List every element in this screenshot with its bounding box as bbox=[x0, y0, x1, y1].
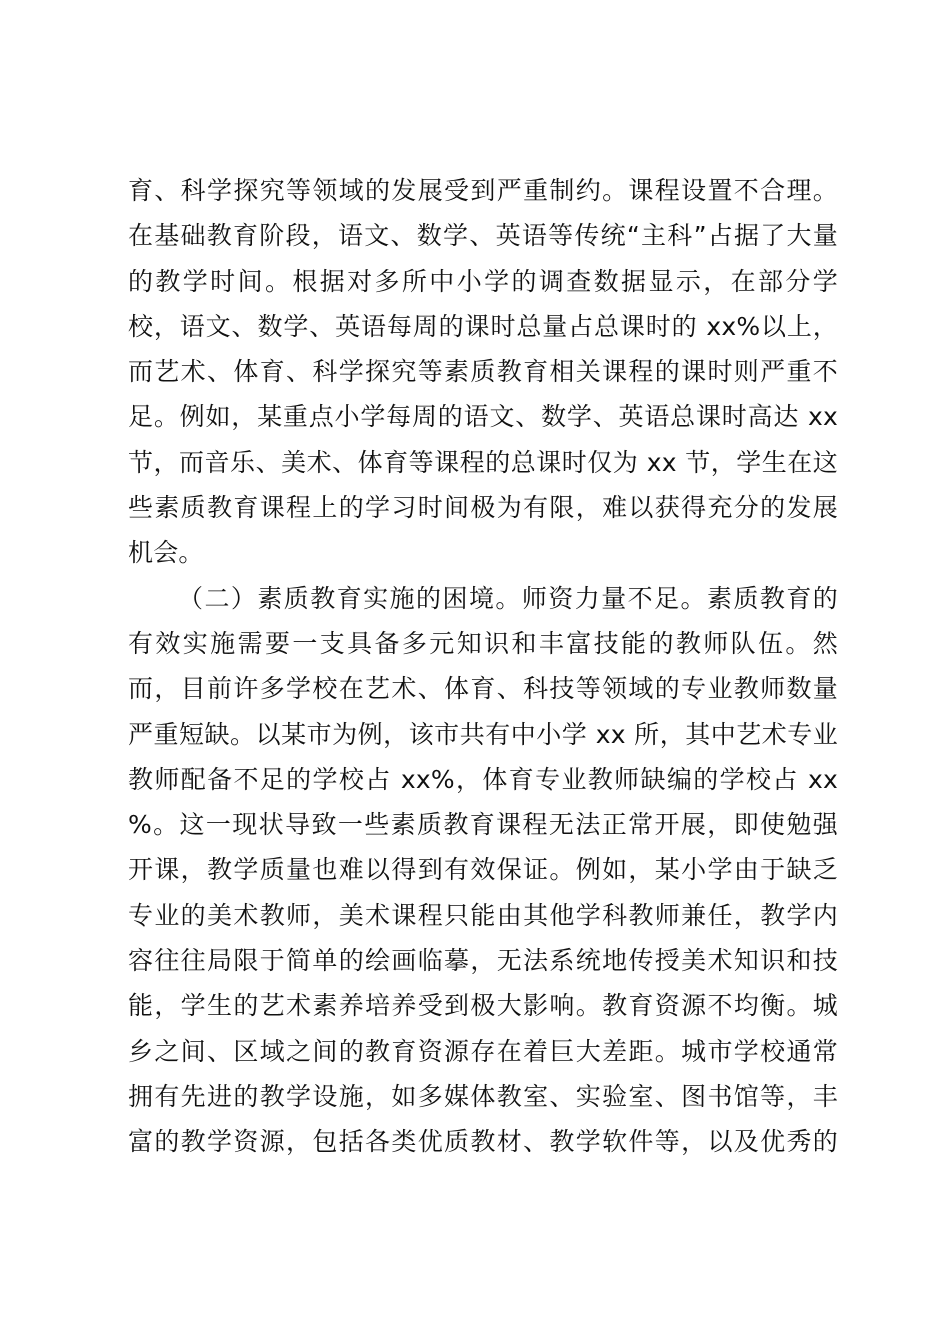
text-line: 些素质教育课程上的学习时间极为有限，难以获得充分的发展 bbox=[128, 493, 838, 523]
text-line: 有效实施需要一支具备多元知识和丰富技能的教师队伍。然 bbox=[128, 628, 838, 658]
text-line: 的教学时间。根据对多所中小学的调查数据显示，在部分学 bbox=[128, 266, 838, 296]
paragraph-1 bbox=[128, 168, 838, 576]
text-line: 教师配备不足的学校占 xx%，体育专业教师缺编的学校占 xx bbox=[128, 764, 838, 794]
text-line: 乡之间、区域之间的教育资源存在着巨大差距。城市学校通常 bbox=[128, 1036, 838, 1066]
text-line: 在基础教育阶段，语文、数学、英语等传统“主科”占据了大量 bbox=[128, 221, 838, 251]
text-line: 足。例如，某重点小学每周的语文、数学、英语总课时高达 xx bbox=[128, 402, 838, 432]
text-line: 能，学生的艺术素养培养受到极大影响。教育资源不均衡。城 bbox=[128, 991, 838, 1021]
paragraph-2 bbox=[128, 576, 838, 1165]
text-line: （二）素质教育实施的困境。师资力量不足。素质教育的 bbox=[178, 583, 838, 613]
document-body bbox=[128, 168, 838, 1165]
text-line: 校，语文、数学、英语每周的课时总量占总课时的 xx%以上， bbox=[128, 311, 838, 341]
text-line: 严重短缺。以某市为例，该市共有中小学 xx 所，其中艺术专业 bbox=[128, 719, 838, 749]
text-line: 机会。 bbox=[128, 538, 204, 568]
text-line: 育、科学探究等领域的发展受到严重制约。课程设置不合理。 bbox=[128, 176, 838, 205]
text-line: 拥有先进的教学设施，如多媒体教室、实验室、图书馆等，丰 bbox=[128, 1081, 838, 1111]
text-line: 开课，教学质量也难以得到有效保证。例如，某小学由于缺乏 bbox=[128, 855, 838, 885]
text-line: 富的教学资源，包括各类优质教材、教学软件等，以及优秀的 bbox=[128, 1127, 838, 1157]
text-line: 而艺术、体育、科学探究等素质教育相关课程的课时则严重不 bbox=[128, 357, 838, 387]
text-line: 节，而音乐、美术、体育等课程的总课时仅为 xx 节，学生在这 bbox=[128, 447, 838, 477]
text-line: 专业的美术教师，美术课程只能由其他学科教师兼任，教学内 bbox=[128, 900, 838, 930]
text-line: 而，目前许多学校在艺术、体育、科技等领域的专业教师数量 bbox=[128, 674, 838, 704]
text-line: %。这一现状导致一些素质教育课程无法正常开展，即使勉强 bbox=[128, 810, 838, 840]
text-line: 容往往局限于简单的绘画临摹，无法系统地传授美术知识和技 bbox=[128, 946, 838, 976]
